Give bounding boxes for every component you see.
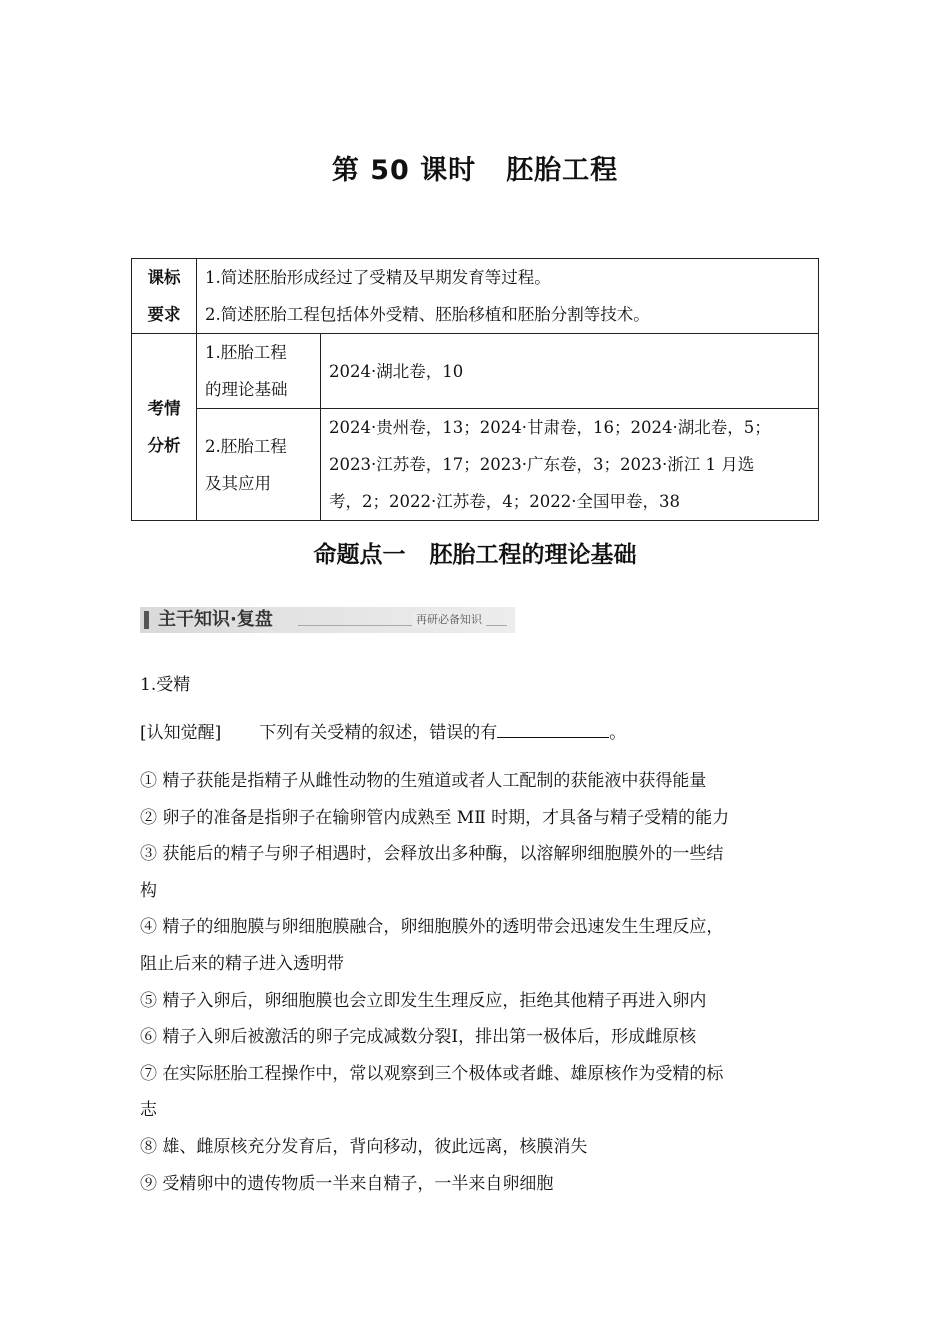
list-item: 志	[140, 1100, 157, 1121]
list-item: ⑨ 受精卵中的遗传物质一半来自精子，一半来自卵细胞	[140, 1173, 554, 1194]
prompt-tag: [认知觉醒]	[140, 723, 222, 743]
prompt-end: 。	[609, 723, 627, 743]
analysis-header: 考情 分析	[132, 334, 197, 521]
lesson-number: 第 50 课时	[331, 155, 477, 186]
analysis-exams-2: 2024·贵州卷，13；2024·甘肃卷，16；2024·湖北卷，5； 2023·江苏卷，17；2023·广东卷，3；2023·浙江 1 月选 考，2；2022·江苏卷，4；2022·全国甲卷，38	[321, 409, 819, 521]
banner-label: 主干知识·复盘	[158, 609, 273, 630]
answer-blank[interactable]	[497, 721, 609, 738]
knowledge-review-banner	[140, 607, 515, 633]
statement-list	[140, 763, 815, 1202]
list-item: ⑥ 精子入卵后被激活的卵子完成减数分裂Ⅰ，排出第一极体后，形成雌原核	[140, 1027, 697, 1048]
list-item: ③ 获能后的精子与卵子相遇时，会释放出多种酶，以溶解卵细胞膜外的一些结	[140, 844, 724, 865]
analysis-topic-2: 2.胚胎工程 及其应用	[197, 409, 321, 521]
list-item: ① 精子获能是指精子从雌性动物的生殖道或者人工配制的获能液中获得能量	[140, 771, 707, 791]
prompt-question: 下列有关受精的叙述，错误的有	[259, 723, 498, 743]
analysis-topic-1: 1.胚胎工程 的理论基础	[197, 334, 321, 409]
standards-content	[197, 259, 819, 334]
list-item: ⑧ 雄、雌原核充分发育后，背向移动，彼此远离，核膜消失	[140, 1136, 588, 1157]
list-item: ⑦ 在实际胚胎工程操作中，常以观察到三个极体或者雌、雄原核作为受精的标	[140, 1063, 724, 1084]
section-topic: 胚胎工程的理论基础	[429, 542, 637, 568]
list-item: ② 卵子的准备是指卵子在输卵管内成熟至 MⅡ 时期，才具备与精子受精的能力	[140, 807, 730, 828]
analysis-exams-1: 2024·湖北卷，10	[321, 334, 819, 409]
section-label: 命题点一	[313, 542, 406, 568]
lesson-topic: 胚胎工程	[506, 155, 619, 186]
banner-bar-icon	[144, 611, 149, 629]
standards-header: 课标 要求	[132, 259, 197, 334]
banner-sub-label: 再研必备知识	[412, 612, 486, 628]
list-item: ④ 精子的细胞膜与卵细胞膜融合，卵细胞膜外的透明带会迅速发生生理反应，	[140, 917, 724, 938]
section-title	[0, 536, 950, 569]
curriculum-table	[131, 258, 819, 521]
page-title	[0, 148, 950, 187]
list-item: 构	[140, 880, 157, 901]
list-item: ⑤ 精子入卵后，卵细胞膜也会立即发生生理反应，拒绝其他精子再进入卵内	[140, 990, 707, 1011]
subsection-heading: 1.受精	[140, 675, 191, 695]
standard-item: 2.简述胚胎工程包括体外受精、胚胎移植和胚胎分割等技术。	[205, 305, 650, 324]
question-prompt	[140, 718, 815, 743]
list-item: 阻止后来的精子进入透明带	[140, 953, 344, 974]
standard-item: 1.简述胚胎形成经过了受精及早期发育等过程。	[205, 268, 551, 287]
